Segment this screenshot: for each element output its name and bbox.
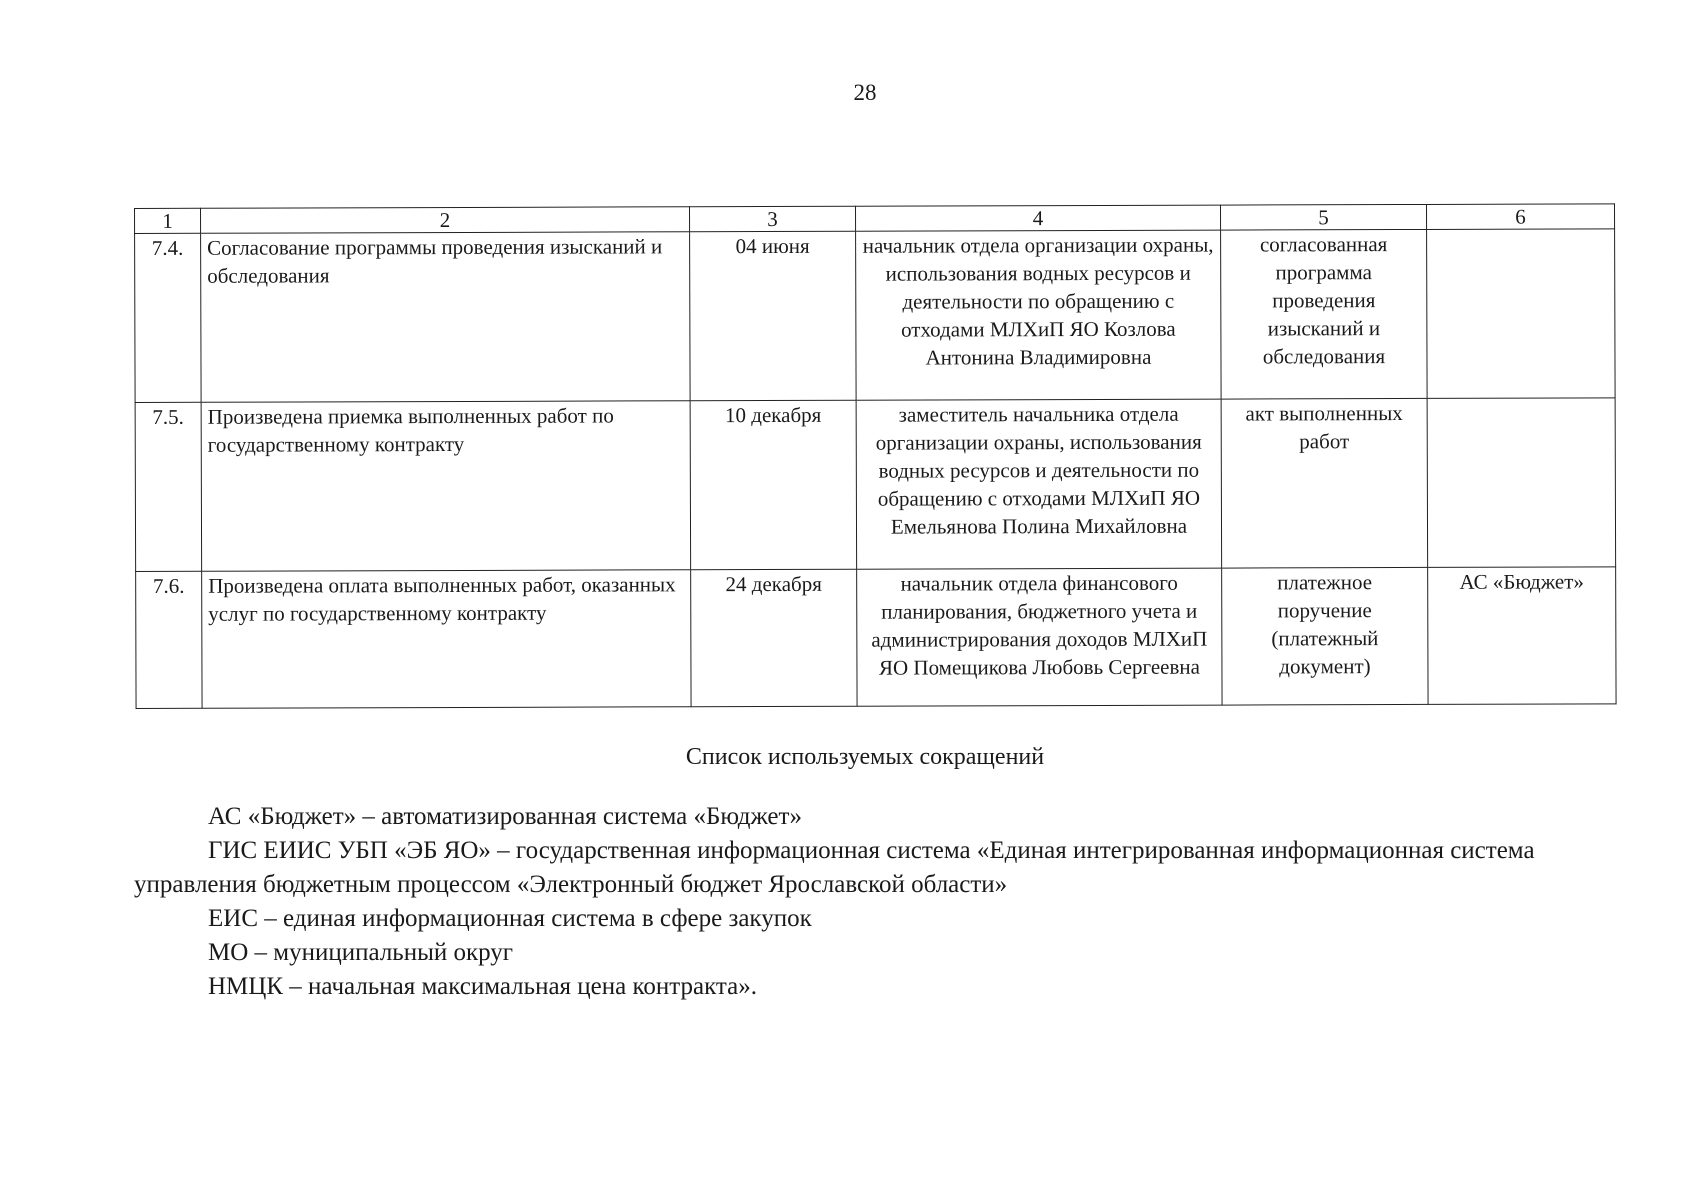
abbreviations-title: Список используемых сокращений	[685, 744, 1045, 770]
row-number: 7.4.	[135, 233, 202, 402]
column-number-1: 1	[135, 208, 201, 233]
row-result: согласованная программа проведения изысканий и обследования	[1221, 229, 1428, 399]
abbreviation-item: МО – муниципальный округ	[208, 939, 514, 966]
column-number-5: 5	[1220, 204, 1426, 230]
column-number-4: 4	[855, 205, 1220, 231]
row-date: 10 декабря	[690, 400, 857, 570]
row-responsible: начальник отдела финансового планирования, бюджетного учета и администрирования доходов МЛХиП ЯО Помещикова Любовь Сергеевна	[857, 568, 1222, 706]
row-task: Произведена оплата выполненных работ, оказанных услуг по государственному контракту	[202, 570, 691, 709]
abbreviation-item: ЕИС – единая информационная система в сфере закупок	[208, 905, 812, 932]
row-result: платежное поручение (платежный документ)	[1222, 567, 1428, 705]
column-number-6: 6	[1426, 204, 1614, 230]
row-system	[1427, 229, 1616, 399]
column-number-2: 2	[201, 207, 690, 234]
page-number: 28	[853, 80, 877, 105]
abbreviations-list	[134, 800, 1614, 1004]
table-row	[135, 229, 1616, 403]
row-responsible: заместитель начальника отдела организации охраны, использования водных ресурсов и деятельности по обращению с отходами МЛХиП ЯО Емельянова Полина Михайловна	[856, 399, 1222, 569]
row-date: 04 июня	[690, 231, 857, 401]
column-number-3: 3	[689, 206, 855, 232]
row-system: АС «Бюджет»	[1428, 567, 1616, 705]
row-number: 7.5.	[135, 402, 202, 571]
row-result: акт выполненных работ	[1221, 398, 1428, 568]
abbreviation-item: АС «Бюджет» – автоматизированная система «Бюджет»	[208, 803, 802, 830]
abbreviation-item: ГИС ЕИИС УБП «ЭБ ЯО» – государственная информационная система «Единая интегрированная информационная система управления бюджетным процессом «Электронный бюджет Ярославской области»	[134, 837, 1535, 898]
row-number: 7.6.	[136, 571, 202, 708]
row-task: Произведена приемка выполненных работ по государственному контракту	[201, 401, 691, 572]
row-date: 24 декабря	[691, 569, 857, 707]
row-system	[1427, 398, 1616, 568]
row-responsible: начальник отдела организации охраны, использования водных ресурсов и деятельности по обращению с отходами МЛХиП ЯО Козлова Антонина Владимировна	[856, 230, 1222, 400]
table-row	[136, 567, 1616, 709]
table-row	[135, 398, 1616, 572]
abbreviation-item: НМЦК – начальная максимальная цена контракта».	[208, 973, 757, 1000]
plan-table	[134, 203, 1617, 709]
row-task: Согласование программы проведения изысканий и обследования	[201, 232, 691, 403]
